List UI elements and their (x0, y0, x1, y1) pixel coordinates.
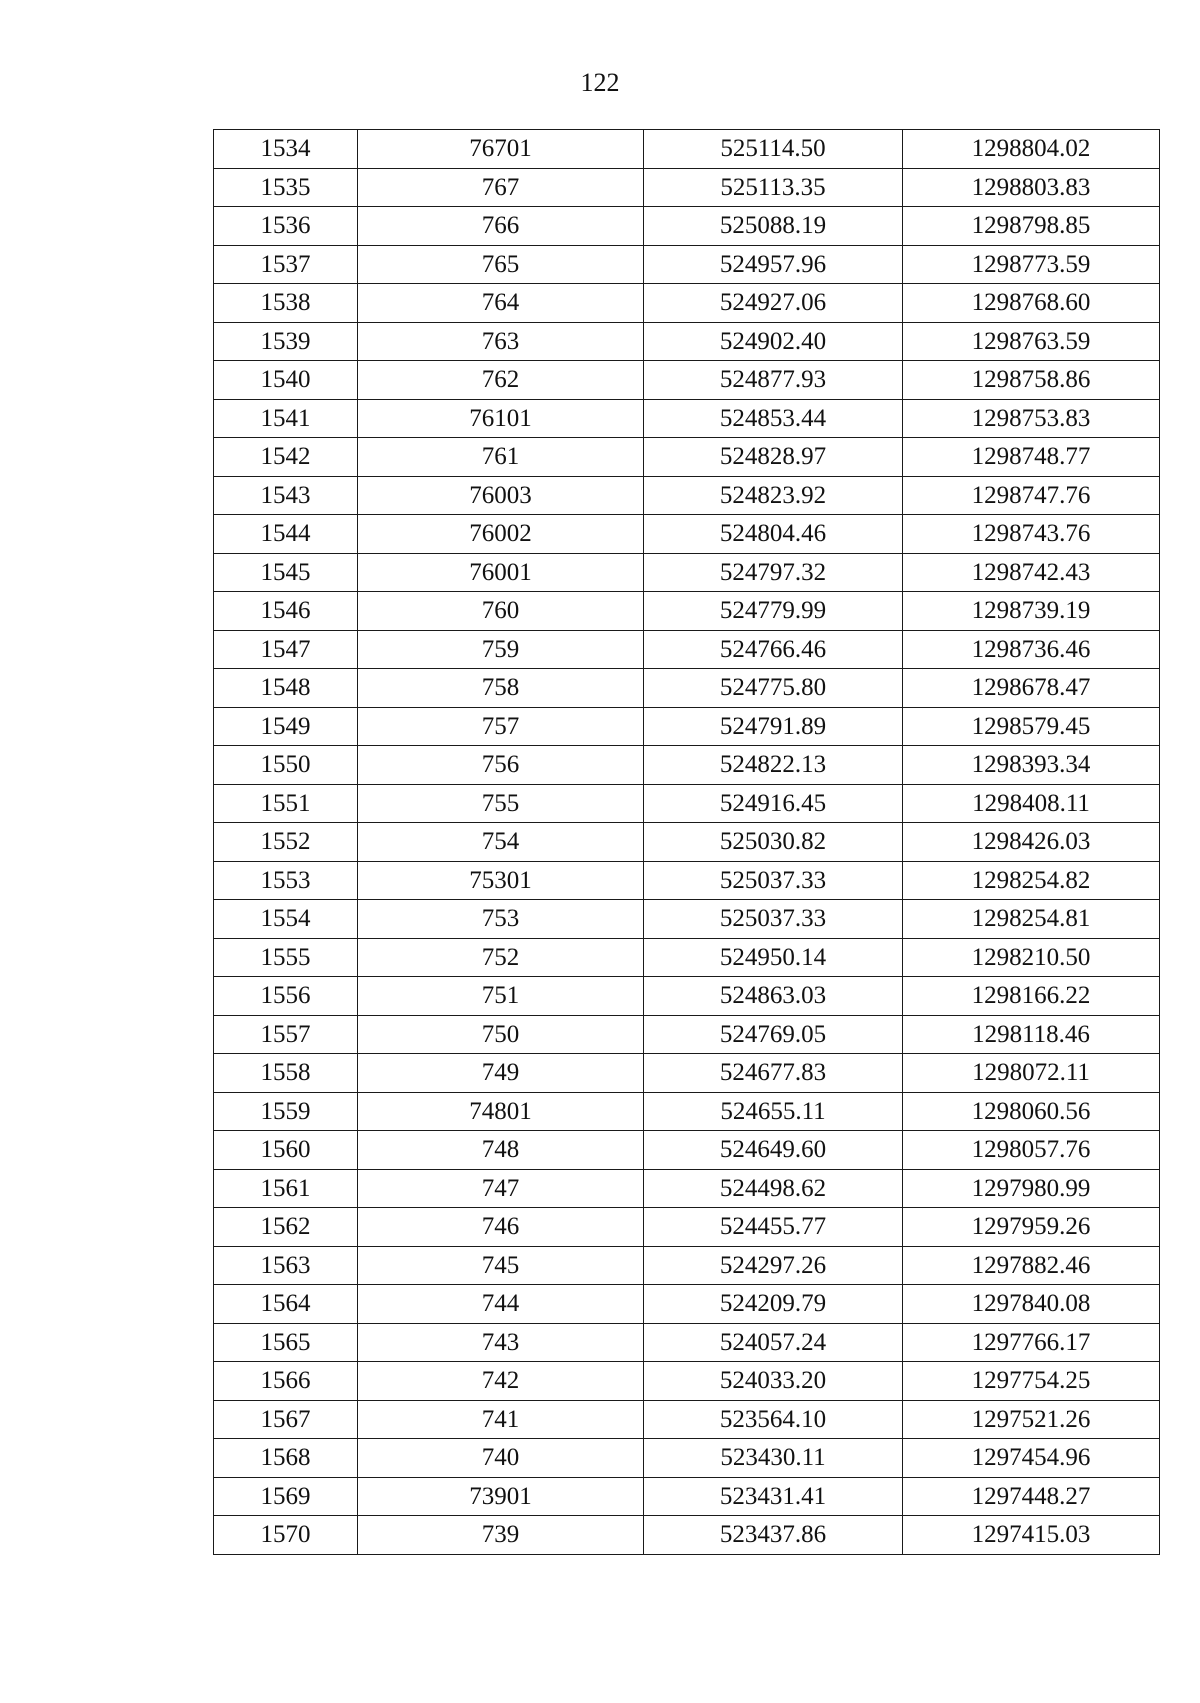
table-row (214, 130, 1160, 169)
point-id-cell: 767 (358, 168, 644, 207)
table-row (214, 168, 1160, 207)
table-row (214, 361, 1160, 400)
x-coordinate-cell: 525030.82 (644, 823, 903, 862)
point-id-cell: 751 (358, 977, 644, 1016)
point-id-cell: 746 (358, 1208, 644, 1247)
x-coordinate-cell: 524863.03 (644, 977, 903, 1016)
y-coordinate-cell: 1298748.77 (903, 438, 1160, 477)
row-number-cell: 1556 (214, 977, 358, 1016)
point-id-cell: 759 (358, 630, 644, 669)
y-coordinate-cell: 1297454.96 (903, 1439, 1160, 1478)
row-number-cell: 1566 (214, 1362, 358, 1401)
table-body (214, 130, 1160, 1555)
table-row (214, 1208, 1160, 1247)
x-coordinate-cell: 524766.46 (644, 630, 903, 669)
table-row (214, 977, 1160, 1016)
point-id-cell: 76002 (358, 515, 644, 554)
point-id-cell: 763 (358, 322, 644, 361)
x-coordinate-cell: 524297.26 (644, 1246, 903, 1285)
point-id-cell: 747 (358, 1169, 644, 1208)
table-row (214, 1092, 1160, 1131)
point-id-cell: 762 (358, 361, 644, 400)
point-id-cell: 75301 (358, 861, 644, 900)
y-coordinate-cell: 1298072.11 (903, 1054, 1160, 1093)
y-coordinate-cell: 1298254.82 (903, 861, 1160, 900)
table-row (214, 515, 1160, 554)
y-coordinate-cell: 1298678.47 (903, 669, 1160, 708)
y-coordinate-cell: 1297415.03 (903, 1516, 1160, 1555)
row-number-cell: 1550 (214, 746, 358, 785)
point-id-cell: 766 (358, 207, 644, 246)
y-coordinate-cell: 1298210.50 (903, 938, 1160, 977)
row-number-cell: 1559 (214, 1092, 358, 1131)
x-coordinate-cell: 524769.05 (644, 1015, 903, 1054)
y-coordinate-cell: 1298758.86 (903, 361, 1160, 400)
x-coordinate-cell: 524209.79 (644, 1285, 903, 1324)
y-coordinate-cell: 1298736.46 (903, 630, 1160, 669)
row-number-cell: 1558 (214, 1054, 358, 1093)
x-coordinate-cell: 523431.41 (644, 1477, 903, 1516)
point-id-cell: 758 (358, 669, 644, 708)
point-id-cell: 749 (358, 1054, 644, 1093)
y-coordinate-cell: 1298393.34 (903, 746, 1160, 785)
row-number-cell: 1537 (214, 245, 358, 284)
point-id-cell: 753 (358, 900, 644, 939)
table-row (214, 1477, 1160, 1516)
row-number-cell: 1535 (214, 168, 358, 207)
x-coordinate-cell: 525037.33 (644, 861, 903, 900)
x-coordinate-cell: 524916.45 (644, 784, 903, 823)
x-coordinate-cell: 524927.06 (644, 284, 903, 323)
y-coordinate-cell: 1298803.83 (903, 168, 1160, 207)
y-coordinate-cell: 1298118.46 (903, 1015, 1160, 1054)
table-row (214, 245, 1160, 284)
y-coordinate-cell: 1298742.43 (903, 553, 1160, 592)
x-coordinate-cell: 524455.77 (644, 1208, 903, 1247)
x-coordinate-cell: 524797.32 (644, 553, 903, 592)
table-row (214, 1323, 1160, 1362)
row-number-cell: 1542 (214, 438, 358, 477)
y-coordinate-cell: 1298743.76 (903, 515, 1160, 554)
y-coordinate-cell: 1297766.17 (903, 1323, 1160, 1362)
y-coordinate-cell: 1298057.76 (903, 1131, 1160, 1170)
point-id-cell: 739 (358, 1516, 644, 1555)
row-number-cell: 1552 (214, 823, 358, 862)
row-number-cell: 1540 (214, 361, 358, 400)
point-id-cell: 74801 (358, 1092, 644, 1131)
row-number-cell: 1551 (214, 784, 358, 823)
y-coordinate-cell: 1297521.26 (903, 1400, 1160, 1439)
y-coordinate-cell: 1298753.83 (903, 399, 1160, 438)
row-number-cell: 1546 (214, 592, 358, 631)
point-id-cell: 756 (358, 746, 644, 785)
y-coordinate-cell: 1298579.45 (903, 707, 1160, 746)
row-number-cell: 1560 (214, 1131, 358, 1170)
table-row (214, 823, 1160, 862)
x-coordinate-cell: 524950.14 (644, 938, 903, 977)
table-row (214, 707, 1160, 746)
point-id-cell: 764 (358, 284, 644, 323)
row-number-cell: 1538 (214, 284, 358, 323)
y-coordinate-cell: 1297980.99 (903, 1169, 1160, 1208)
table-row (214, 669, 1160, 708)
table-row (214, 1015, 1160, 1054)
x-coordinate-cell: 525088.19 (644, 207, 903, 246)
y-coordinate-cell: 1298798.85 (903, 207, 1160, 246)
y-coordinate-cell: 1298747.76 (903, 476, 1160, 515)
y-coordinate-cell: 1297840.08 (903, 1285, 1160, 1324)
row-number-cell: 1544 (214, 515, 358, 554)
table-row (214, 1131, 1160, 1170)
x-coordinate-cell: 524033.20 (644, 1362, 903, 1401)
y-coordinate-cell: 1298768.60 (903, 284, 1160, 323)
y-coordinate-cell: 1297882.46 (903, 1246, 1160, 1285)
table-row (214, 284, 1160, 323)
y-coordinate-cell: 1297959.26 (903, 1208, 1160, 1247)
x-coordinate-cell: 524791.89 (644, 707, 903, 746)
x-coordinate-cell: 525037.33 (644, 900, 903, 939)
table-row (214, 861, 1160, 900)
table-row (214, 322, 1160, 361)
point-id-cell: 757 (358, 707, 644, 746)
coordinates-table (213, 129, 1160, 1555)
point-id-cell: 76101 (358, 399, 644, 438)
table-row (214, 399, 1160, 438)
x-coordinate-cell: 524057.24 (644, 1323, 903, 1362)
point-id-cell: 76701 (358, 130, 644, 169)
table-row (214, 1246, 1160, 1285)
y-coordinate-cell: 1297754.25 (903, 1362, 1160, 1401)
table-row (214, 1054, 1160, 1093)
y-coordinate-cell: 1297448.27 (903, 1477, 1160, 1516)
row-number-cell: 1564 (214, 1285, 358, 1324)
row-number-cell: 1541 (214, 399, 358, 438)
y-coordinate-cell: 1298804.02 (903, 130, 1160, 169)
point-id-cell: 740 (358, 1439, 644, 1478)
table-row (214, 630, 1160, 669)
row-number-cell: 1548 (214, 669, 358, 708)
row-number-cell: 1557 (214, 1015, 358, 1054)
point-id-cell: 755 (358, 784, 644, 823)
row-number-cell: 1534 (214, 130, 358, 169)
row-number-cell: 1547 (214, 630, 358, 669)
row-number-cell: 1568 (214, 1439, 358, 1478)
x-coordinate-cell: 524822.13 (644, 746, 903, 785)
x-coordinate-cell: 524498.62 (644, 1169, 903, 1208)
table-row (214, 938, 1160, 977)
table-row (214, 746, 1160, 785)
x-coordinate-cell: 524957.96 (644, 245, 903, 284)
x-coordinate-cell: 524804.46 (644, 515, 903, 554)
point-id-cell: 744 (358, 1285, 644, 1324)
table-row (214, 553, 1160, 592)
row-number-cell: 1555 (214, 938, 358, 977)
point-id-cell: 765 (358, 245, 644, 284)
row-number-cell: 1549 (214, 707, 358, 746)
x-coordinate-cell: 523430.11 (644, 1439, 903, 1478)
point-id-cell: 743 (358, 1323, 644, 1362)
row-number-cell: 1545 (214, 553, 358, 592)
row-number-cell: 1562 (214, 1208, 358, 1247)
table-row (214, 900, 1160, 939)
point-id-cell: 741 (358, 1400, 644, 1439)
y-coordinate-cell: 1298773.59 (903, 245, 1160, 284)
point-id-cell: 752 (358, 938, 644, 977)
y-coordinate-cell: 1298426.03 (903, 823, 1160, 862)
point-id-cell: 750 (358, 1015, 644, 1054)
y-coordinate-cell: 1298254.81 (903, 900, 1160, 939)
x-coordinate-cell: 523437.86 (644, 1516, 903, 1555)
page-number: 122 (580, 68, 620, 97)
x-coordinate-cell: 524853.44 (644, 399, 903, 438)
row-number-cell: 1570 (214, 1516, 358, 1555)
x-coordinate-cell: 524823.92 (644, 476, 903, 515)
table-row (214, 1169, 1160, 1208)
point-id-cell: 760 (358, 592, 644, 631)
y-coordinate-cell: 1298763.59 (903, 322, 1160, 361)
x-coordinate-cell: 525114.50 (644, 130, 903, 169)
point-id-cell: 754 (358, 823, 644, 862)
table-row (214, 1285, 1160, 1324)
row-number-cell: 1543 (214, 476, 358, 515)
point-id-cell: 76003 (358, 476, 644, 515)
y-coordinate-cell: 1298408.11 (903, 784, 1160, 823)
table-row (214, 207, 1160, 246)
x-coordinate-cell: 524677.83 (644, 1054, 903, 1093)
row-number-cell: 1554 (214, 900, 358, 939)
x-coordinate-cell: 524649.60 (644, 1131, 903, 1170)
point-id-cell: 745 (358, 1246, 644, 1285)
table-row (214, 476, 1160, 515)
row-number-cell: 1553 (214, 861, 358, 900)
point-id-cell: 73901 (358, 1477, 644, 1516)
row-number-cell: 1567 (214, 1400, 358, 1439)
table-row (214, 1400, 1160, 1439)
table-row (214, 1439, 1160, 1478)
table-row (214, 1516, 1160, 1555)
x-coordinate-cell: 524902.40 (644, 322, 903, 361)
x-coordinate-cell: 524779.99 (644, 592, 903, 631)
table-row (214, 784, 1160, 823)
x-coordinate-cell: 523564.10 (644, 1400, 903, 1439)
x-coordinate-cell: 524828.97 (644, 438, 903, 477)
row-number-cell: 1569 (214, 1477, 358, 1516)
x-coordinate-cell: 524775.80 (644, 669, 903, 708)
row-number-cell: 1563 (214, 1246, 358, 1285)
row-number-cell: 1561 (214, 1169, 358, 1208)
point-id-cell: 761 (358, 438, 644, 477)
x-coordinate-cell: 525113.35 (644, 168, 903, 207)
y-coordinate-cell: 1298060.56 (903, 1092, 1160, 1131)
point-id-cell: 748 (358, 1131, 644, 1170)
row-number-cell: 1536 (214, 207, 358, 246)
y-coordinate-cell: 1298166.22 (903, 977, 1160, 1016)
y-coordinate-cell: 1298739.19 (903, 592, 1160, 631)
table-row (214, 592, 1160, 631)
point-id-cell: 76001 (358, 553, 644, 592)
table-row (214, 438, 1160, 477)
row-number-cell: 1539 (214, 322, 358, 361)
x-coordinate-cell: 524655.11 (644, 1092, 903, 1131)
x-coordinate-cell: 524877.93 (644, 361, 903, 400)
point-id-cell: 742 (358, 1362, 644, 1401)
row-number-cell: 1565 (214, 1323, 358, 1362)
table-row (214, 1362, 1160, 1401)
